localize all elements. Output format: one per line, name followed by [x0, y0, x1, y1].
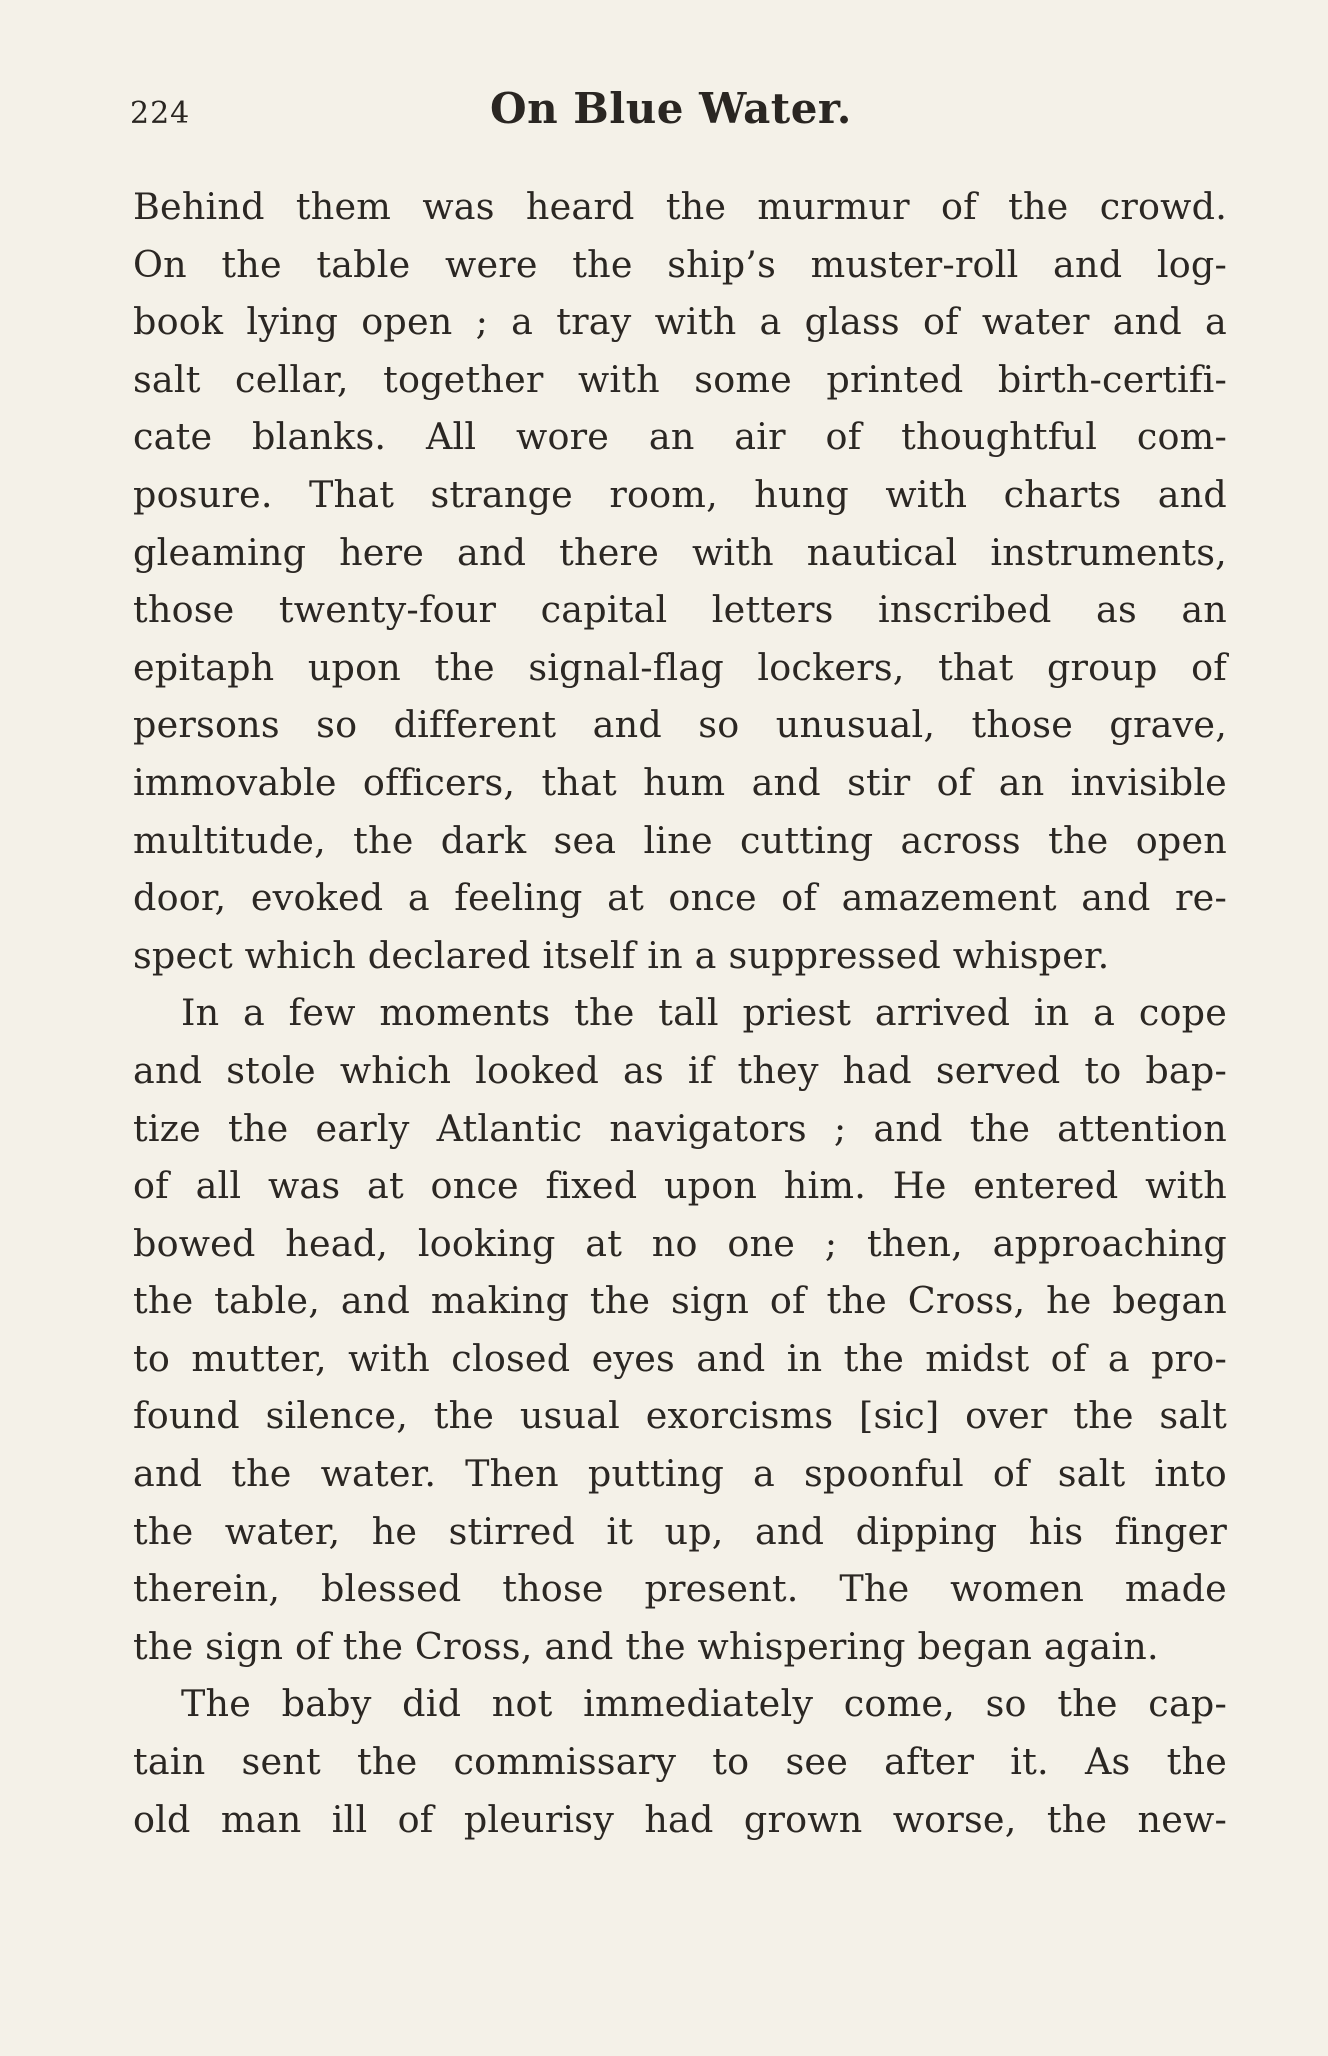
text-line: those twenty-four capital letters inscribed as an: [133, 588, 1227, 632]
text-line: tize the early Atlantic navigators ; and the attention: [133, 1106, 1227, 1150]
text-line: In a few moments the tall priest arrived in a cope: [181, 991, 1227, 1035]
text-line: therein, blessed those present. The women made: [133, 1567, 1227, 1611]
text-line: epitaph upon the signal-flag lockers, that group of: [133, 645, 1227, 689]
text-line: the table, and making the sign of the Cross, he began: [133, 1279, 1227, 1323]
text-line: the sign of the Cross, and the whispering began again.: [133, 1624, 1159, 1668]
page-number: 224: [130, 96, 191, 131]
text-line: persons so different and so unusual, those grave,: [133, 703, 1227, 747]
text-line: Behind them was heard the murmur of the crowd.: [133, 185, 1227, 228]
text-line: to mutter, with closed eyes and in the midst of a pro-: [133, 1336, 1227, 1380]
text-line: found silence, the usual exorcisms [sic] over the salt: [133, 1394, 1227, 1438]
text-line: cate blanks. All wore an air of thoughtful com-: [133, 415, 1227, 459]
text-line: book lying open ; a tray with a glass of water and a: [133, 300, 1227, 344]
text-line: The baby did not immediately come, so the cap-: [181, 1682, 1227, 1726]
text-line: immovable officers, that hum and stir of an invisible: [133, 760, 1227, 804]
text-line: gleaming here and there with nautical instruments,: [133, 530, 1227, 574]
text-line: posure. That strange room, hung with charts and: [133, 472, 1227, 516]
text-line: spect which declared itself in a suppressed whisper.: [133, 933, 1110, 977]
text-line: and stole which looked as if they had served to bap-: [133, 1048, 1227, 1092]
text-line: old man ill of pleurisy had grown worse, the new-: [133, 1797, 1227, 1841]
running-head: [130, 82, 1228, 142]
text-line: On the table were the ship’s muster-roll and log-: [133, 242, 1227, 286]
text-line: of all was at once fixed upon him. He entered with: [133, 1164, 1227, 1208]
text-line: the water, he stirred it up, and dipping his finger: [133, 1509, 1227, 1553]
running-title: On Blue Water.: [490, 84, 852, 133]
text-line: door, evoked a feeling at once of amazement and re-: [133, 876, 1227, 920]
text-line: tain sent the commissary to see after it. As the: [133, 1740, 1227, 1784]
text-line: bowed head, looking at no one ; then, approaching: [133, 1221, 1227, 1265]
body-text: [133, 178, 1227, 1848]
text-line: and the water. Then putting a spoonful of salt into: [133, 1452, 1227, 1496]
text-line: multitude, the dark sea line cutting across the open: [133, 818, 1227, 862]
text-line: salt cellar, together with some printed birth-certifi-: [133, 357, 1227, 401]
